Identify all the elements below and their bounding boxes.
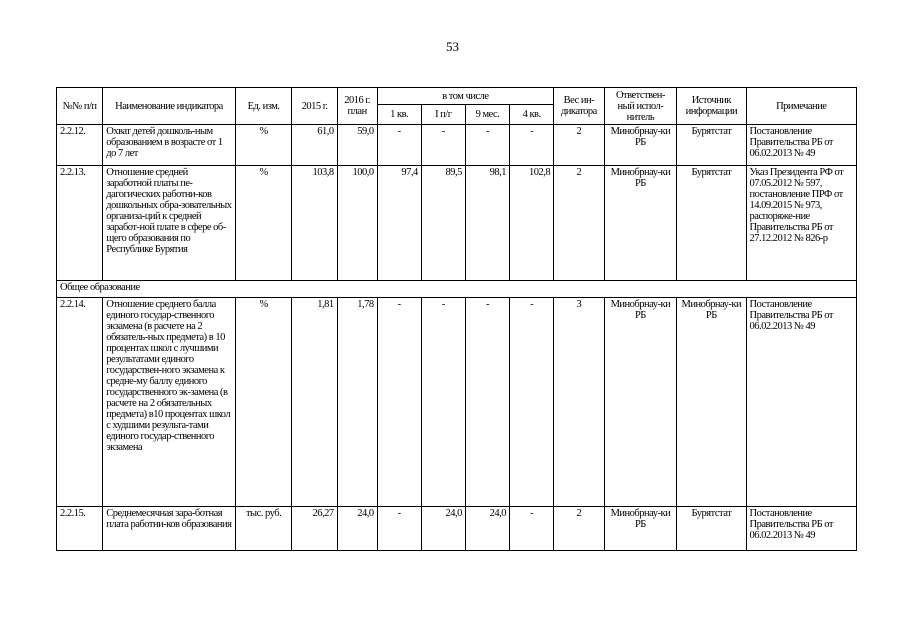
row-responsible: Минобрнау-ки РБ (604, 166, 677, 281)
header-responsible: Ответствен-ный испол-нитель (604, 88, 677, 125)
row-num: 2.2.14. (57, 298, 103, 507)
indicators-table (56, 87, 857, 551)
header-note: Примечание (746, 88, 856, 125)
row-weight: 3 (554, 298, 604, 507)
row-note: Постановление Правительства РБ от 06.02.2013 № 49 (746, 125, 856, 166)
row-num: 2.2.15. (57, 507, 103, 551)
row-name: Среднемесячная зара-ботная плата работни-ков образования (103, 507, 235, 551)
row-num: 2.2.12. (57, 125, 103, 166)
row-h1: - (421, 125, 465, 166)
row-q4: 102,8 (510, 166, 554, 281)
row-num: 2.2.13. (57, 166, 103, 281)
header-weight: Вес ин-дикатора (554, 88, 604, 125)
row-responsible: Минобрнау-ки РБ (604, 298, 677, 507)
row-source: Минобрнау-ки РБ (677, 298, 746, 507)
row-weight: 2 (554, 125, 604, 166)
row-2015: 1,81 (292, 298, 337, 507)
row-name: Отношение средней заработной платы пе-дагогических работни-ков дошкольных обра-зовательных организа-ций к средней заработ-ной плате в сфере об-щего образования по Республике Бурятия (103, 166, 235, 281)
row-9m: 98,1 (465, 166, 509, 281)
row-unit: тыс. руб. (235, 507, 292, 551)
row-note: Указ Президента РФ от 07.05.2012 № 597, постановление ПРФ от 14.09.2015 № 973, распоряже-ние Правительства РБ от 27.12.2012 № 826-р (746, 166, 856, 281)
section-general-education: Общее образование (57, 281, 857, 298)
row-2016-plan: 1,78 (337, 298, 377, 507)
header-unit: Ед. изм. (235, 88, 292, 125)
header-2016-plan: 2016 г. план (337, 88, 377, 125)
table-row (57, 125, 857, 166)
row-unit: % (235, 125, 292, 166)
header-source: Источник информации (677, 88, 746, 125)
row-name: Охват детей дошколь-ным образованием в возрасте от 1 до 7 лет (103, 125, 235, 166)
header-q1: 1 кв. (377, 105, 421, 125)
row-unit: % (235, 166, 292, 281)
row-h1: 89,5 (421, 166, 465, 281)
row-2015: 26,27 (292, 507, 337, 551)
row-source: Бурятстат (677, 507, 746, 551)
table-row (57, 166, 857, 281)
table-row (57, 507, 857, 551)
row-note: Постановление Правительства РБ от 06.02.2013 № 49 (746, 507, 856, 551)
header-9m: 9 мес. (465, 105, 509, 125)
row-q1: - (377, 507, 421, 551)
row-2015: 103,8 (292, 166, 337, 281)
header-2015: 2015 г. (292, 88, 337, 125)
section-row (57, 281, 857, 298)
row-name: Отношение среднего балла единого государ-ственного экзамена (в расчете на 2 обязатель-ных предмета) в 10 процентах школ с лучшими результатами единого государствен-ного экзамена к средне-му баллу единого государственного эк-замена (в расчете на 2 обязательных предмета) в10 процентах школ с худшими результа-тами единого государ-ственного экзамена (103, 298, 235, 507)
row-q1: - (377, 125, 421, 166)
row-h1: - (421, 298, 465, 507)
row-q4: - (510, 125, 554, 166)
header-num: №№ п/п (57, 88, 103, 125)
row-2015: 61,0 (292, 125, 337, 166)
row-q4: - (510, 507, 554, 551)
header-row-1 (57, 88, 857, 105)
row-2016-plan: 24,0 (337, 507, 377, 551)
row-source: Бурятстат (677, 125, 746, 166)
row-q4: - (510, 298, 554, 507)
row-9m: 24,0 (465, 507, 509, 551)
header-including: в том числе (377, 88, 554, 105)
row-responsible: Минобрнау-ки РБ (604, 125, 677, 166)
row-q1: 97,4 (377, 166, 421, 281)
row-2016-plan: 59,0 (337, 125, 377, 166)
row-source: Бурятстат (677, 166, 746, 281)
table-row (57, 298, 857, 507)
row-2016-plan: 100,0 (337, 166, 377, 281)
row-note: Постановление Правительства РБ от 06.02.2013 № 49 (746, 298, 856, 507)
row-h1: 24,0 (421, 507, 465, 551)
row-responsible: Минобрнау-ки РБ (604, 507, 677, 551)
header-name: Наименование индикатора (103, 88, 235, 125)
row-q1: - (377, 298, 421, 507)
header-h1: I п/г (421, 105, 465, 125)
row-weight: 2 (554, 507, 604, 551)
row-9m: - (465, 125, 509, 166)
row-9m: - (465, 298, 509, 507)
header-q4: 4 кв. (510, 105, 554, 125)
row-weight: 2 (554, 166, 604, 281)
page-number: 53 (446, 39, 459, 54)
row-unit: % (235, 298, 292, 507)
